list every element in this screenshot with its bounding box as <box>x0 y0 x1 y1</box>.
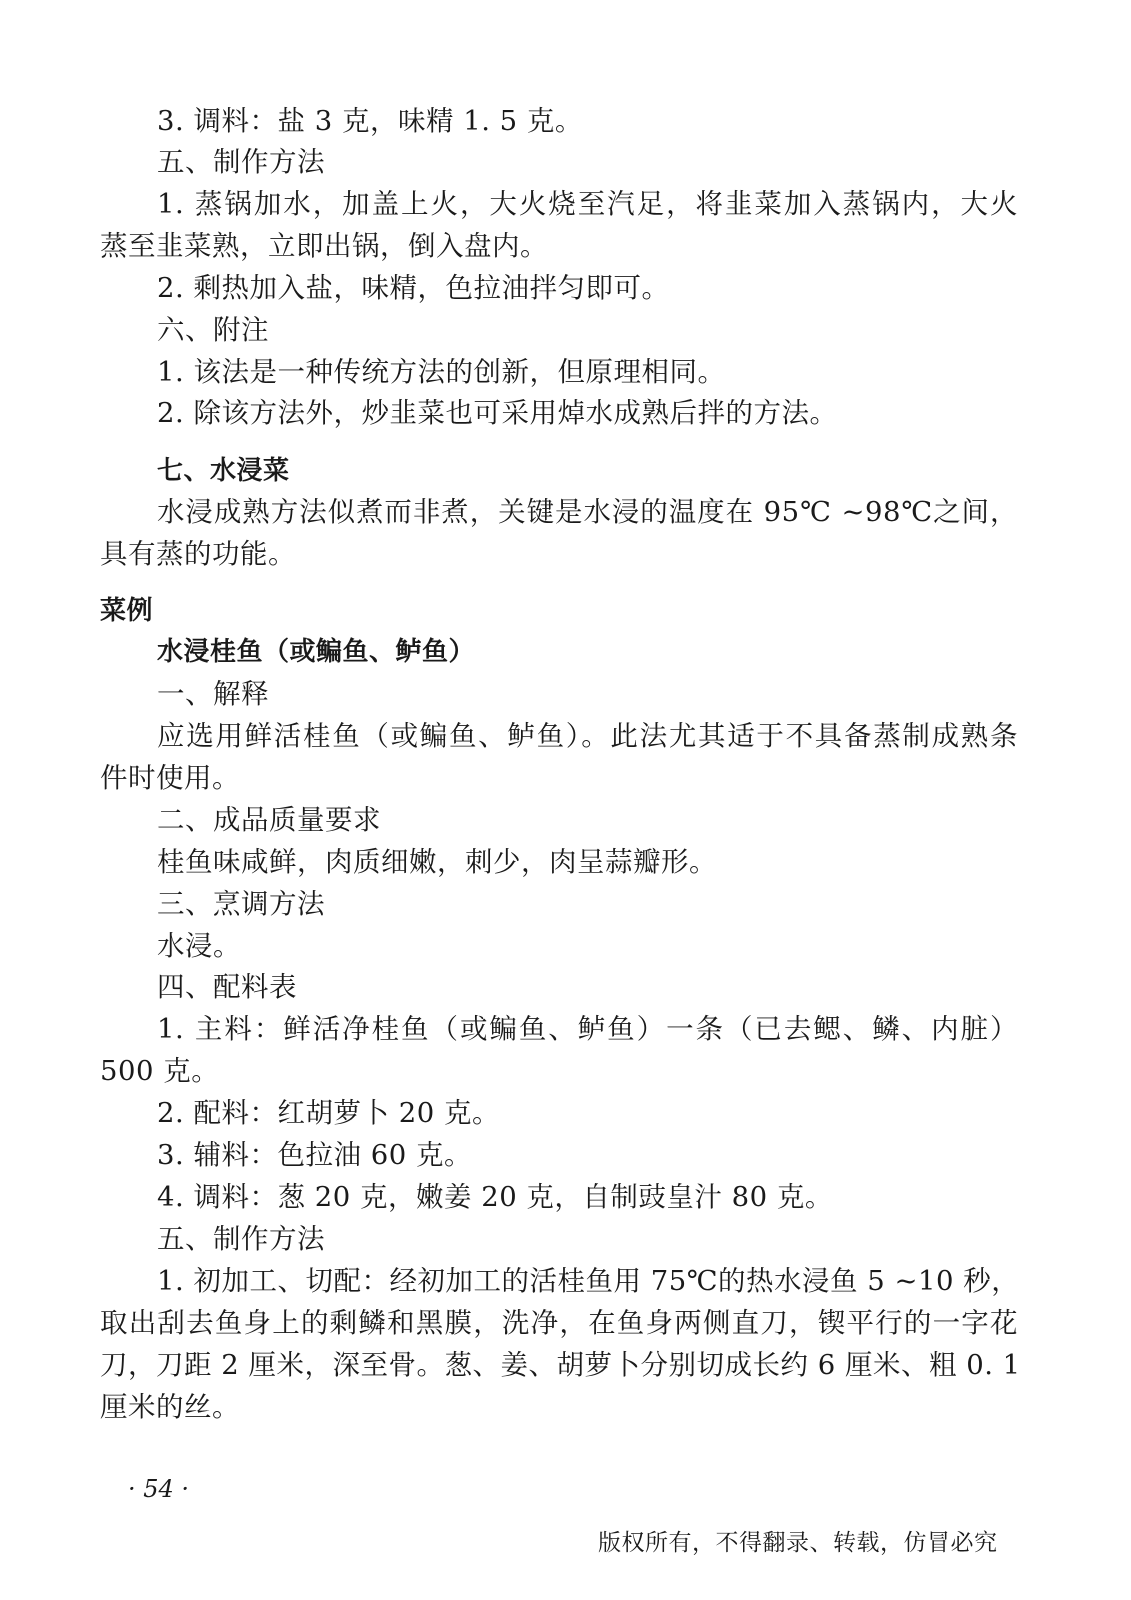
copyright-notice: 版权所有，不得翻录、转载，仿冒必究 <box>598 1530 998 1556</box>
text-line: 2. 除该方法外，炒韭菜也可采用焯水成熟后拌的方法。 <box>157 397 838 429</box>
text-line: 3. 辅料：色拉油 60 克。 <box>157 1139 472 1171</box>
text-line: 水浸。 <box>157 930 241 962</box>
text-line: 1. 蒸锅加水，加盖上火，大火烧至汽足，将韭菜加入蒸锅内，大火 <box>157 188 1018 220</box>
text-line: 水浸成熟方法似煮而非煮，关键是水浸的温度在 95℃ ~98℃之间， <box>157 496 1018 528</box>
text-line: 1. 主料：鲜活净桂鱼（或鳊鱼、鲈鱼）一条（已去鳃、鳞、内脏） <box>157 1013 1018 1045</box>
text-line: 500 克。 <box>100 1055 220 1087</box>
text-line: 刀，刀距 2 厘米，深至骨。葱、姜、胡萝卜分别切成长约 6 厘米、粗 0. 1 <box>100 1349 1021 1381</box>
text-line: 应选用鲜活桂鱼（或鳊鱼、鲈鱼）。此法尤其适于不具备蒸制成熟条 <box>157 720 1018 752</box>
text-line: 2. 剩热加入盐，味精，色拉油拌匀即可。 <box>157 272 670 304</box>
dish-title: 水浸桂鱼（或鳊鱼、鲈鱼） <box>157 637 476 667</box>
text-line: 桂鱼味咸鲜，肉质细嫩，刺少，肉呈蒜瓣形。 <box>157 846 717 878</box>
section-heading: 五、制作方法 <box>157 1223 325 1255</box>
text-line: 2. 配料：红胡萝卜 20 克。 <box>157 1097 500 1129</box>
section-heading: 四、配料表 <box>157 971 297 1003</box>
section-heading: 三、烹调方法 <box>157 888 325 920</box>
section-heading: 一、解释 <box>157 678 269 710</box>
text-line: 1. 该法是一种传统方法的创新，但原理相同。 <box>157 356 726 388</box>
example-heading: 菜例 <box>100 596 154 626</box>
page-number: · 54 · <box>128 1475 190 1503</box>
section-heading: 五、制作方法 <box>157 146 325 178</box>
text-line: 蒸至韭菜熟，立即出锅，倒入盘内。 <box>100 230 548 262</box>
text-line: 4. 调料：葱 20 克，嫩姜 20 克，自制豉皇汁 80 克。 <box>157 1181 833 1213</box>
section-heading: 六、附注 <box>157 314 269 346</box>
text-line: 件时使用。 <box>100 762 240 794</box>
text-line: 厘米的丝。 <box>100 1391 240 1423</box>
text-line: 3. 调料：盐 3 克，味精 1. 5 克。 <box>157 105 583 137</box>
text-line: 取出刮去鱼身上的剩鳞和黑膜，洗净，在鱼身两侧直刀，锲平行的一字花 <box>100 1307 1018 1339</box>
text-line: 具有蒸的功能。 <box>100 538 296 570</box>
section-heading: 二、成品质量要求 <box>157 804 381 836</box>
chapter-heading: 七、水浸菜 <box>157 456 290 486</box>
text-line: 1. 初加工、切配：经初加工的活桂鱼用 75℃的热水浸鱼 5 ~10 秒， <box>157 1265 1020 1297</box>
